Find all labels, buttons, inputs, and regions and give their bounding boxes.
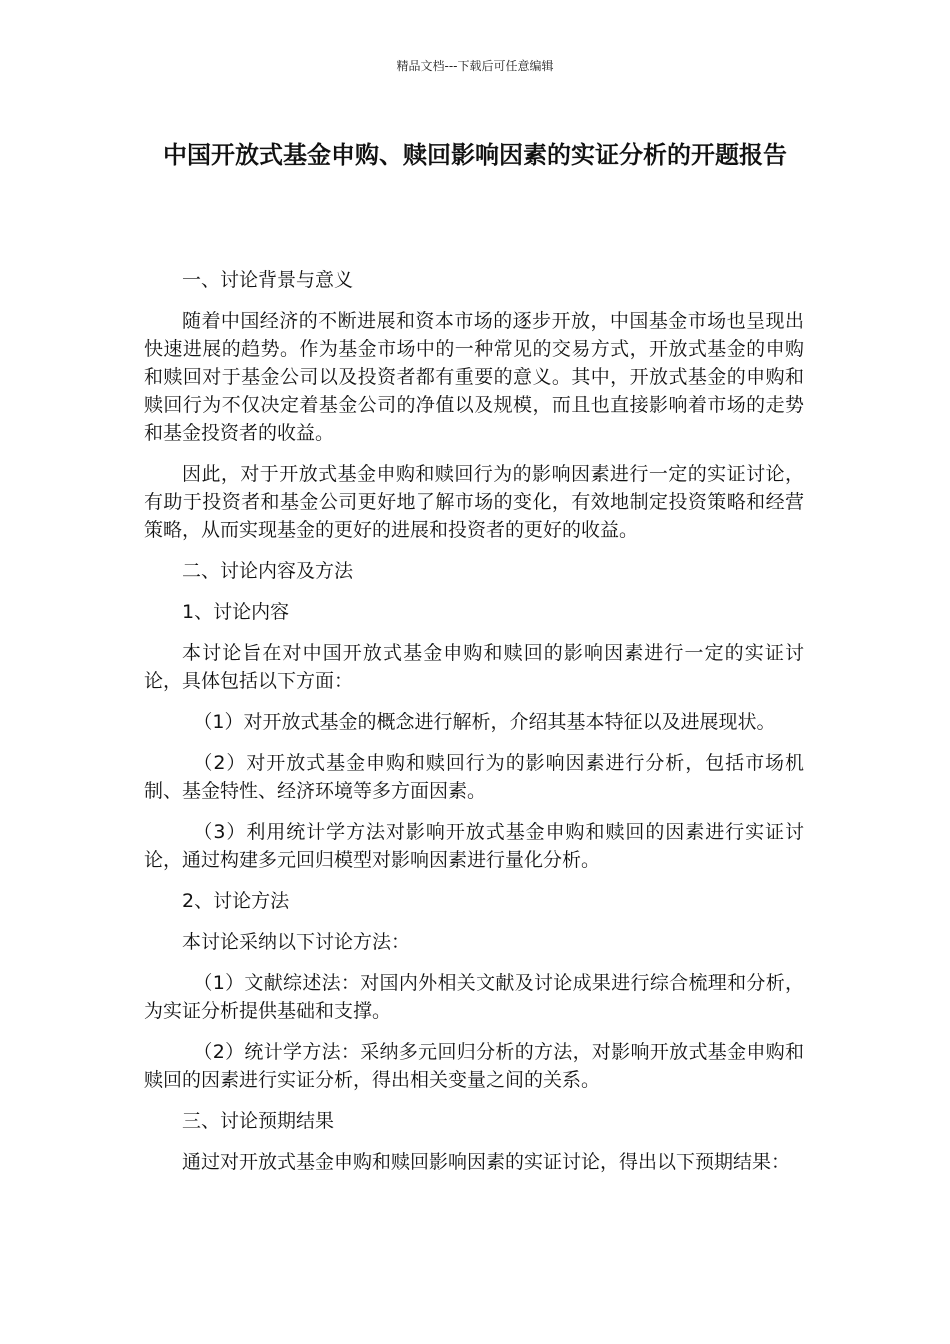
list-item-content-1: （1）对开放式基金的概念进行解析，介绍其基本特征以及进展现状。 (193, 711, 776, 733)
document-body (144, 266, 804, 1189)
list-item-method-2: （2）统计学方法：采纳多元回归分析的方法，对影响开放式基金申购和赎回的因素进行实证分析，得出相关变量之间的关系。 (144, 1041, 804, 1091)
list-item-content-2: （2）对开放式基金申购和赎回行为的影响因素进行分析，包括市场机制、基金特性、经济环境等多方面因素。 (144, 752, 804, 802)
paragraph-content-intro: 本讨论旨在对中国开放式基金申购和赎回的影响因素进行一定的实证讨论，具体包括以下方面： (144, 642, 804, 692)
paragraph-expected-results: 通过对开放式基金申购和赎回影响因素的实证讨论，得出以下预期结果： (182, 1151, 791, 1173)
section-heading-expected-results: 三、讨论预期结果 (182, 1110, 335, 1132)
document-title: 中国开放式基金申购、赎回影响因素的实证分析的开题报告 (163, 141, 787, 169)
subsection-heading-content: 1、讨论内容 (182, 601, 290, 623)
paragraph-method-intro: 本讨论采纳以下讨论方法： (182, 931, 411, 953)
paragraph-background-1: 随着中国经济的不断进展和资本市场的逐步开放，中国基金市场也呈现出快速进展的趋势。作为基金市场中的一种常见的交易方式，开放式基金的申购和赎回对于基金公司以及投资者都有重要的意义。其中，开放式基金的申购和赎回行为不仅决定着基金公司的净值以及规模，而且也直接影响着市场的走势和基金投资者的收益。 (144, 310, 804, 444)
list-item-content-3: （3）利用统计学方法对影响开放式基金申购和赎回的因素进行实证讨论，通过构建多元回归模型对影响因素进行量化分析。 (144, 821, 804, 871)
subsection-heading-method: 2、讨论方法 (182, 890, 290, 912)
section-heading-content-method: 二、讨论内容及方法 (182, 560, 354, 582)
list-item-method-1: （1）文献综述法：对国内外相关文献及讨论成果进行综合梳理和分析，为实证分析提供基础和支撑。 (144, 972, 804, 1022)
paragraph-background-2: 因此，对于开放式基金申购和赎回行为的影响因素进行一定的实证讨论，有助于投资者和基金公司更好地了解市场的变化，有效地制定投资策略和经营策略，从而实现基金的更好的进展和投资者的更好的收益。 (144, 463, 804, 541)
section-heading-background: 一、讨论背景与意义 (182, 269, 354, 291)
header-note: 精品文档---下载后可任意编辑 (396, 59, 554, 73)
